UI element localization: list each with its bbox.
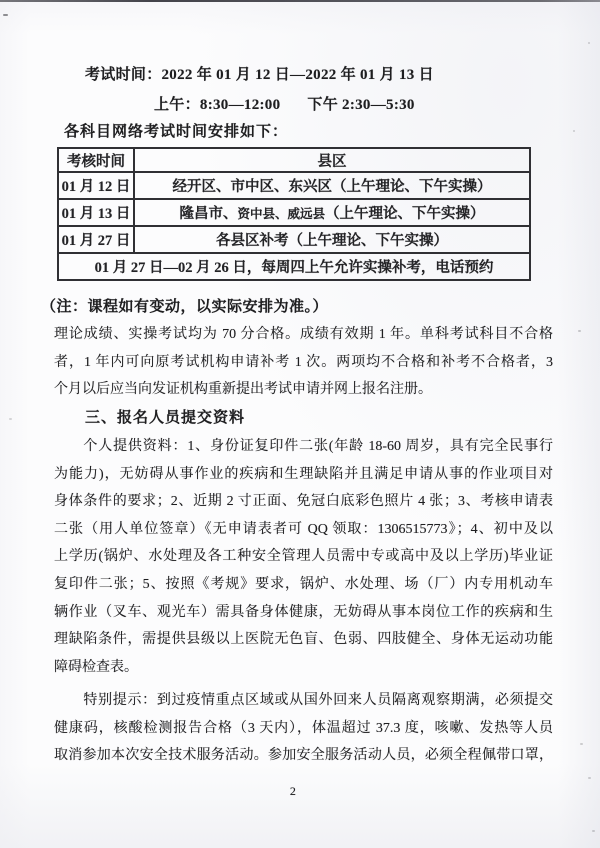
table-footer-row [58, 253, 530, 280]
district-cell: 各县区补考（上午理论、下午实操） [134, 226, 530, 253]
scan-speck [580, 743, 583, 745]
paragraph-line: 理缺陷条件，需提供县级以上医院无色盲、色弱、四肢健全、身体无运动功能 [54, 632, 553, 648]
table-header-row [58, 148, 530, 172]
schedule-table [57, 147, 531, 281]
paragraph-line: 上学历(锅炉、水处理及各工种安全管理人员需中专或高中及以上学历)毕业证 [54, 549, 553, 565]
morning-session-time: 上午：8:30—12:00 [154, 97, 281, 113]
afternoon-session-time: 下午 2:30—5:30 [307, 97, 415, 113]
paragraph-line: 辆作业（叉车、观光车）需具备身体健康，无妨碍从事本岗位工作的疾病和生 [54, 604, 553, 620]
district-text: 隆昌市、 [179, 206, 238, 222]
materials-paragraph [54, 433, 553, 681]
exam-date-line: 考试时间：2022 年 01 月 12 日—2022 年 01 月 13 日 [85, 67, 434, 83]
paragraph-line: 身体条件的要求；2、近期 2 寸正面、免冠白底彩色照片 4 张；3、考核申请表 [54, 494, 553, 510]
scan-speck [573, 130, 575, 132]
table-intro-line: 各科目网络考试时间安排如下： [64, 124, 289, 140]
district-text-small: 资中县、威远县 [237, 207, 325, 221]
scan-speck [9, 418, 12, 420]
paragraph-line: 理论成绩、实操考试均为 70 分合格。成绩有效期 1 年。单科考试科目不合格 [54, 327, 553, 342]
district-cell [134, 199, 530, 226]
paragraph-line: 为能力)，无妨碍从事作业的疾病和生理缺陷并且满足申请从事的作业项目对 [54, 466, 553, 482]
scan-speck [3, 14, 8, 16]
results-paragraph [54, 321, 553, 404]
header-cell-district: 县区 [134, 148, 530, 172]
table-row [58, 226, 530, 253]
special-tip-paragraph [54, 687, 553, 770]
page-number: 2 [289, 784, 297, 798]
table-row [58, 172, 530, 199]
district-text: （上午理论、下午实操） [325, 206, 485, 222]
makeup-exam-note-cell: 01 月 27 日—02 月 26 日，每周四上午允许实操补考，电话预约 [58, 253, 530, 280]
scan-speck [588, 42, 590, 44]
scan-edge-line [0, 0, 600, 2]
paragraph-line: 者，1 年内可向原考试机构申请补考 1 次。两项均不合格和补考不合格者，3 [54, 354, 553, 370]
date-cell: 01 月 27 日 [58, 226, 134, 253]
header-cell-exam-time: 考核时间 [58, 148, 134, 172]
paragraph-line: 健康码，核酸检测报告合格（3 天内），体温超过 37.3 度，咳嗽、发热等人员 [54, 720, 553, 736]
scan-speck [588, 777, 591, 779]
paragraph-line: 个人提供资料：1、身份证复印件二张(年龄 18-60 周岁，具有完全民事行 [83, 439, 553, 454]
date-cell: 01 月 13 日 [58, 199, 134, 226]
schedule-change-note: （注：课程如有变动，以实际安排为准。） [41, 299, 329, 315]
table-row [58, 199, 530, 226]
paragraph-line: 二张（用人单位签章）《无申请表者可 QQ 领取：1306515773》；4、初中及以 [54, 521, 553, 537]
date-cell: 01 月 12 日 [58, 172, 134, 199]
paragraph-line: 特别提示：到过疫情重点区域或从国外回来人员隔离观察期满，必须提交 [83, 693, 553, 708]
paragraph-line: 取消参加本次安全技术服务活动。参加安全服务活动人员，必须全程佩带口罩， [54, 748, 553, 764]
scan-speck [592, 830, 595, 832]
paragraph-line: 复印件二张；5、按照《考规》要求，锅炉、水处理、场（厂）内专用机动车 [54, 576, 553, 592]
paragraph-line: 个月以后应当向发证机构重新提出考试申请并网上报名注册。 [54, 382, 432, 398]
paragraph-line: 障碍检查表。 [54, 659, 138, 675]
scan-speck [578, 330, 581, 332]
district-cell: 经开区、市中区、东兴区（上午理论、下午实操） [134, 172, 530, 199]
exam-session-line [54, 93, 600, 114]
section-heading: 三、报名人员提交资料 [85, 410, 246, 426]
